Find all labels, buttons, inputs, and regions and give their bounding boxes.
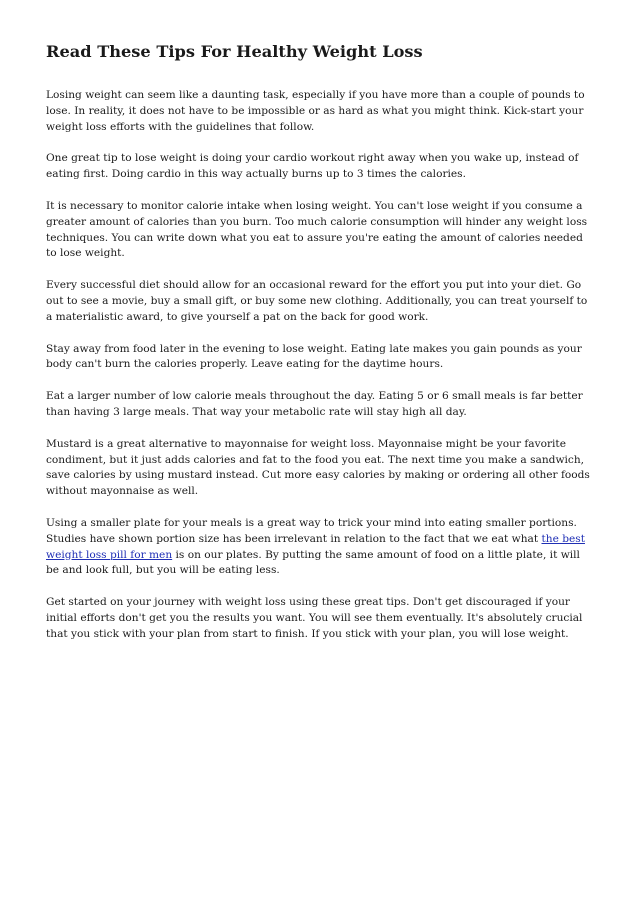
paragraph-reward: Every successful diet should allow for an occasional reward for the effort you put into your diet. Go out to see a movie, buy a small gift, or buy some new clothing. Additionally, you can treat yourself to a materialistic award, to give yourself a pat on the back for good work.: [46, 279, 588, 323]
paragraph-text-before-link: Using a smaller plate for your meals is a great way to trick your mind into eating smaller portions. Studies have shown portion size has been irrelevant in relation to the fact that we eat what: [46, 516, 577, 545]
paragraph-small-meals: Eat a larger number of low calorie meals throughout the day. Eating 5 or 6 small meals is far better than having 3 large meals. That way your metabolic rate will stay high all day.: [46, 390, 583, 418]
paragraph-intro: Losing weight can seem like a daunting task, especially if you have more than a couple of pounds to lose. In reality, it does not have to be impossible or as hard as what you might think. Kick-start your weight loss efforts with the guidelines that follow.: [46, 89, 585, 133]
paragraph-closing: Get started on your journey with weight loss using these great tips. Don't get discouraged if your initial efforts don't get you the results you want. You will see them eventually. It's absolutely crucial that you stick with your plan from start to finish. If you stick with your plan, you will lose weight.: [46, 596, 583, 640]
paragraph-text-after-link: is on our plates. By putting the same amount of food on a little plate, it will be and look full, but you will be eating less.: [46, 548, 580, 577]
paragraph-calorie-intake: It is necessary to monitor calorie intake when losing weight. You can't lose weight if you consume a greater amount of calories than you burn. Too much calorie consumption will hinder any weight loss techniques. You can write down what you eat to assure you're eating the amount of calories needed to lose weight.: [46, 199, 588, 260]
paragraph-mustard: Mustard is a great alternative to mayonnaise for weight loss. Mayonnaise might be your favorite condiment, but it just adds calories and fat to the food you eat. The next time you make a sandwich, save calories by using mustard instead. Cut more easy calories by making or ordering all other foods without mayonnaise as well.: [46, 437, 590, 498]
paragraph-cardio: One great tip to lose weight is doing your cardio workout right away when you wake up, instead of eating first. Doing cardio in this way actually burns up to 3 times the calories.: [46, 152, 579, 181]
document-page: [46, 42, 592, 659]
paragraph-smaller-plate: [46, 516, 592, 579]
weight-loss-pill-link[interactable]: the best weight loss pill for men: [46, 532, 585, 561]
document-title: Read These Tips For Healthy Weight Loss: [46, 42, 423, 61]
paragraph-evening-food: Stay away from food later in the evening to lose weight. Eating late makes you gain pounds as your body can't burn the calories properly. Leave eating for the daytime hours.: [46, 342, 582, 371]
